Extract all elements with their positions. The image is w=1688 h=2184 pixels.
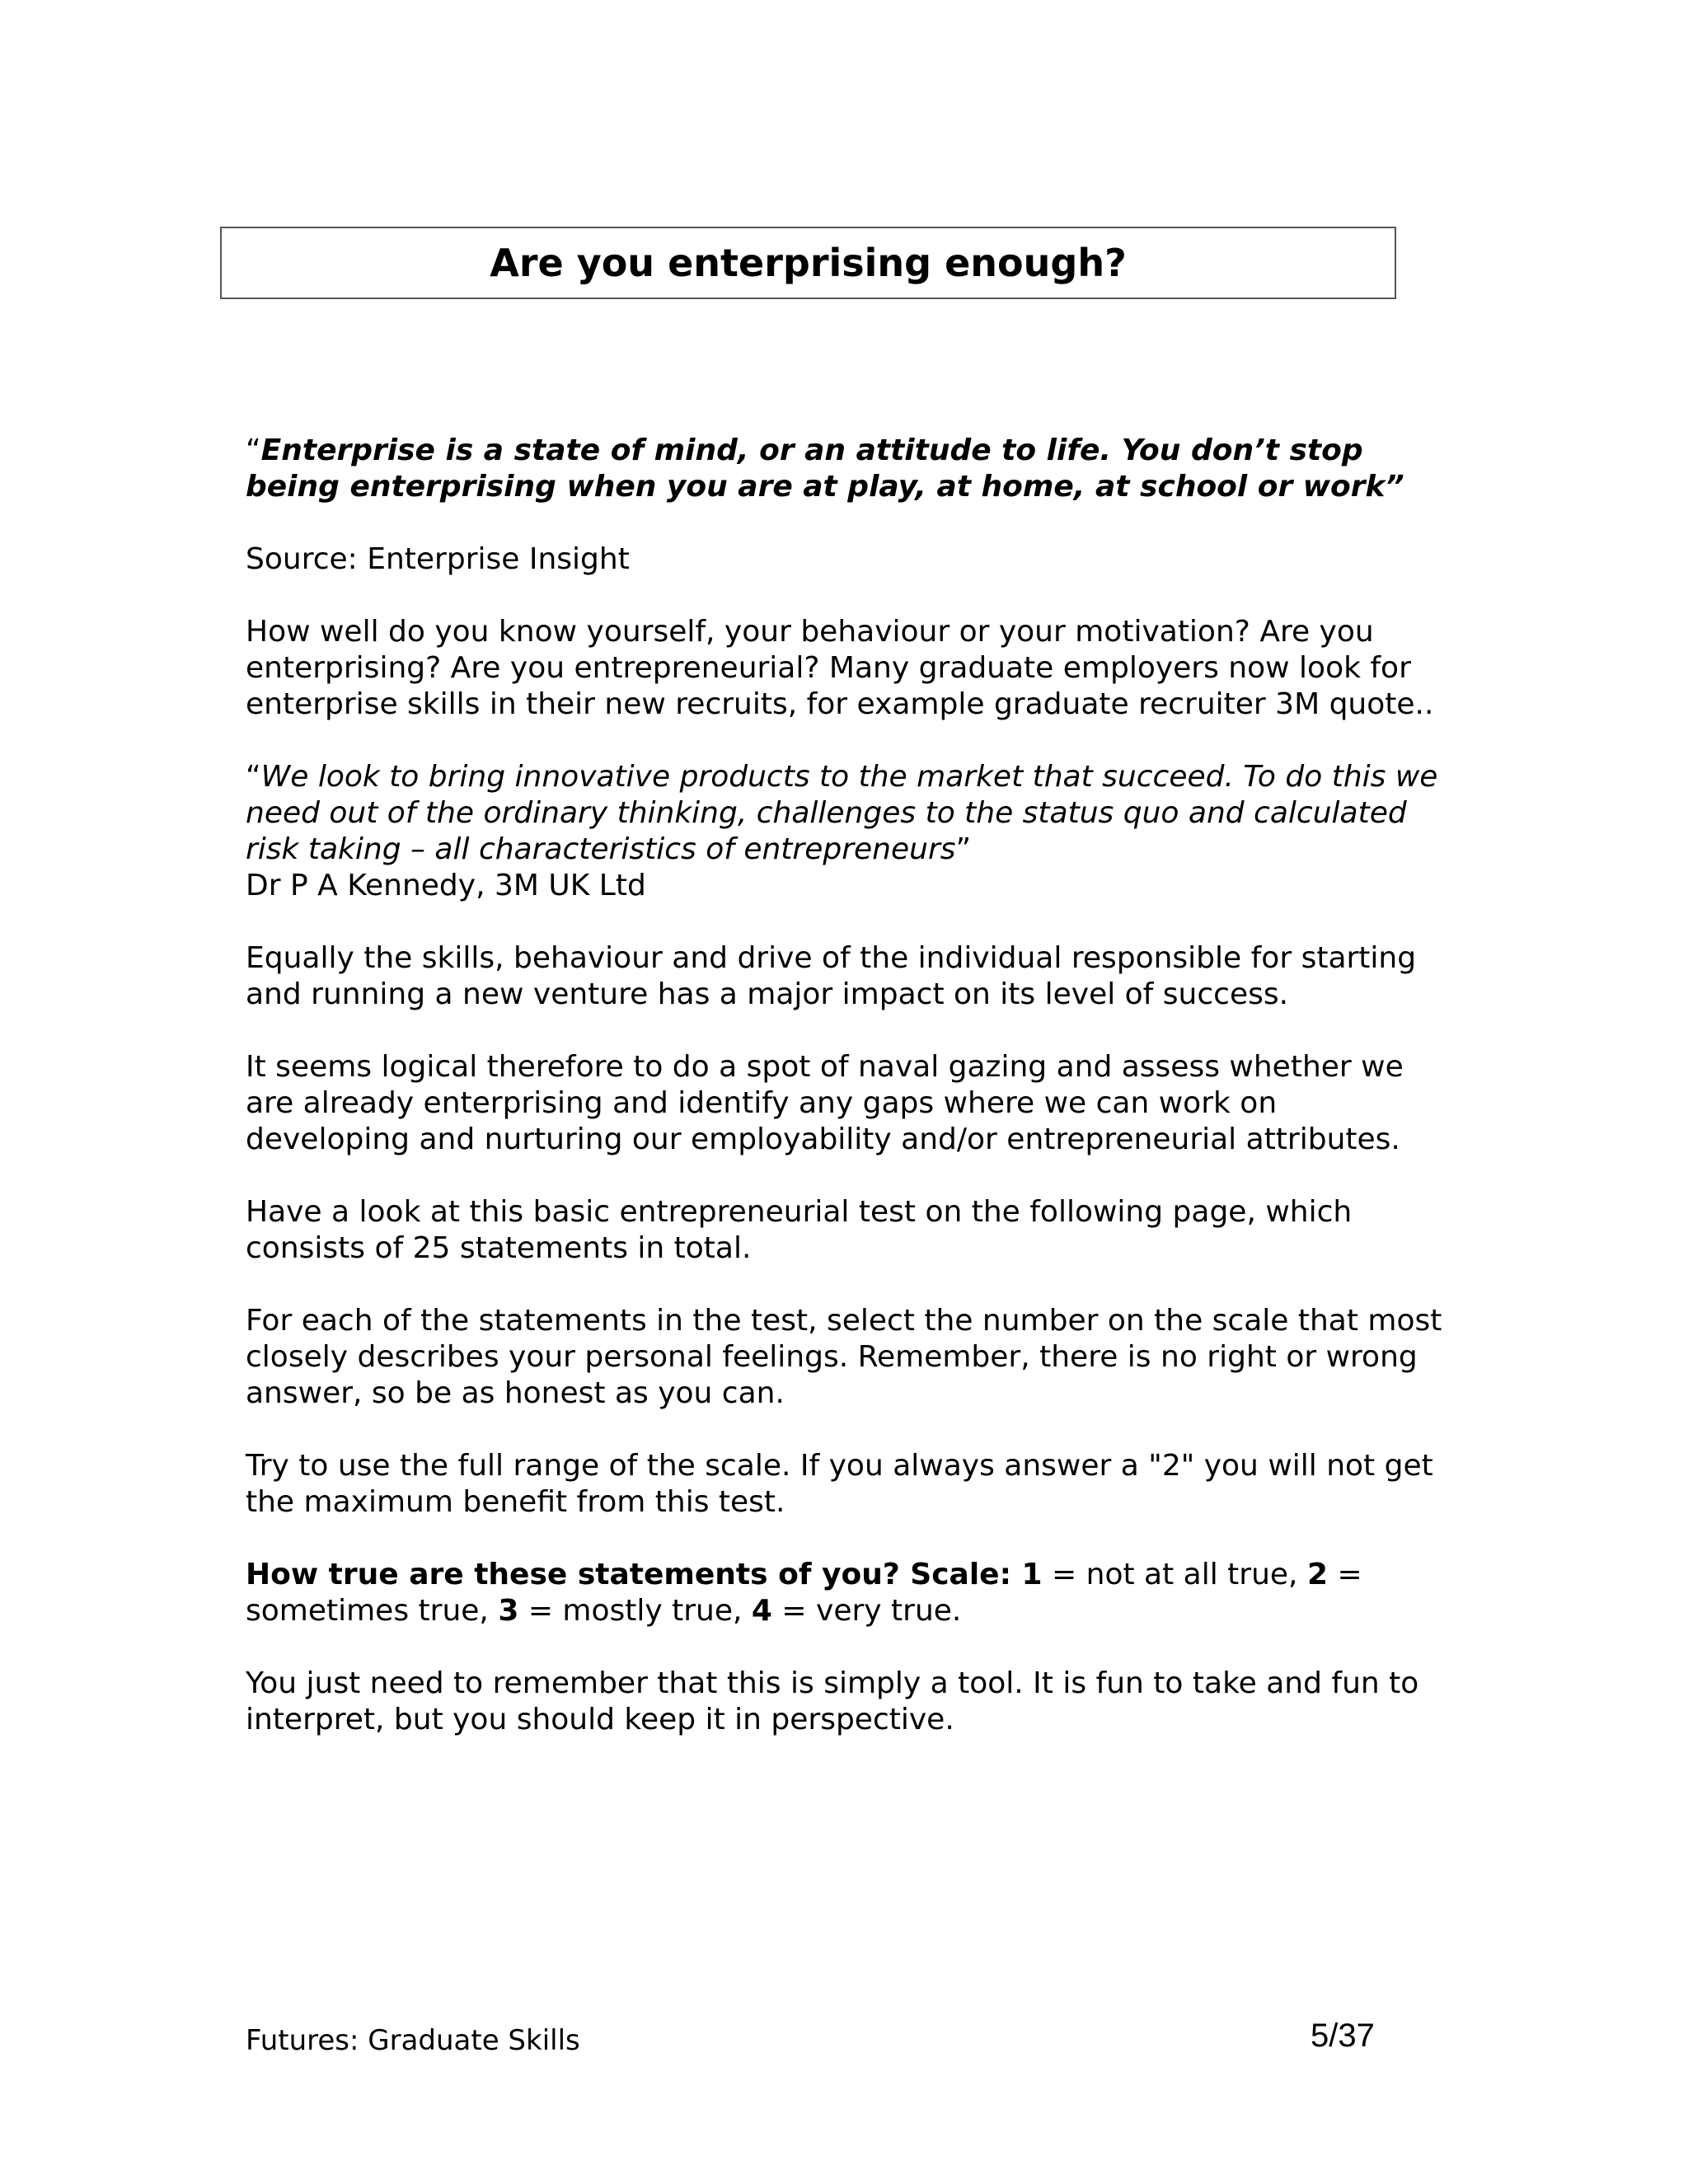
recruiter-quote-text: We look to bring innovative products to the market that succeed. To do this we need out of the ordinary thinking, challenges to the status quo and calculated risk taking – all characteristics of entrepreneurs [246, 760, 1438, 866]
scale-heading: How true are these statements of you? Scale: [246, 1558, 1022, 1591]
equally-paragraph: Equally the skills, behaviour and drive of the individual responsible for starting and running a new venture has a major impact on its level of success. [246, 941, 1417, 1011]
scale-number-4: 4 [751, 1594, 772, 1628]
tool-paragraph: You just need to remember that this is simply a tool. It is fun to take and fun to interpret, but you should keep it in perspective. [246, 1666, 1419, 1736]
scale-text-1: = not at all true, [1042, 1558, 1307, 1591]
recruiter-quote [246, 759, 1449, 904]
quote-attribution: Dr P A Kennedy, 3M UK Ltd [246, 869, 646, 902]
title-box [220, 227, 1396, 299]
scale-number-1: 1 [1021, 1558, 1043, 1591]
scale-number-2: 2 [1306, 1558, 1329, 1591]
quote-open-mark: “ [246, 434, 261, 467]
scale-paragraph [246, 1557, 1449, 1629]
logical-paragraph: It seems logical therefore to do a spot of naval gazing and assess whether we are already enterprising and identify any gaps where we can work on developing and nurturing our employability and/or entrepreneurial attributes. [246, 1050, 1404, 1156]
scale-number-3: 3 [498, 1594, 519, 1628]
enterprise-quote-text: Enterprise is a state of mind, or an attitude to life. You don’t stop being enterprising when you are at play, at home, at school or work” [246, 434, 1404, 504]
quote-close-mark: ” [955, 832, 972, 866]
scale-text-3: = mostly true, [518, 1594, 752, 1628]
main-content [246, 433, 1449, 1774]
full-range-paragraph: Try to use the full range of the scale. If you always answer a "2" you will not get the maximum benefit from this test. [246, 1449, 1433, 1519]
scale-text-2: = sometimes true, [246, 1558, 1362, 1628]
intro-paragraph: How well do you know yourself, your behaviour or your motivation? Are you enterprising? Are you entrepreneurial? Many graduate employers now look for enterprise skills in their new recruits, for example graduate recruiter 3M quote.. [246, 615, 1434, 721]
enterprise-quote [246, 433, 1449, 505]
each-statement-paragraph: For each of the statements in the test, select the number on the scale that most closely describes your personal feelings. Remember, there is no right or wrong answer, so be as honest as you can. [246, 1304, 1442, 1410]
test-paragraph: Have a look at this basic entrepreneurial test on the following page, which consists of 25 statements in total. [246, 1195, 1353, 1265]
quote-open-mark: “ [246, 760, 261, 794]
page-number: 5/37 [1311, 2018, 1375, 2054]
scale-text-4: = very true. [771, 1594, 962, 1628]
footer-title: Futures: Graduate Skills [246, 2024, 580, 2057]
page-title: Are you enterprising enough? [490, 241, 1127, 285]
source-line: Source: Enterprise Insight [246, 542, 630, 576]
